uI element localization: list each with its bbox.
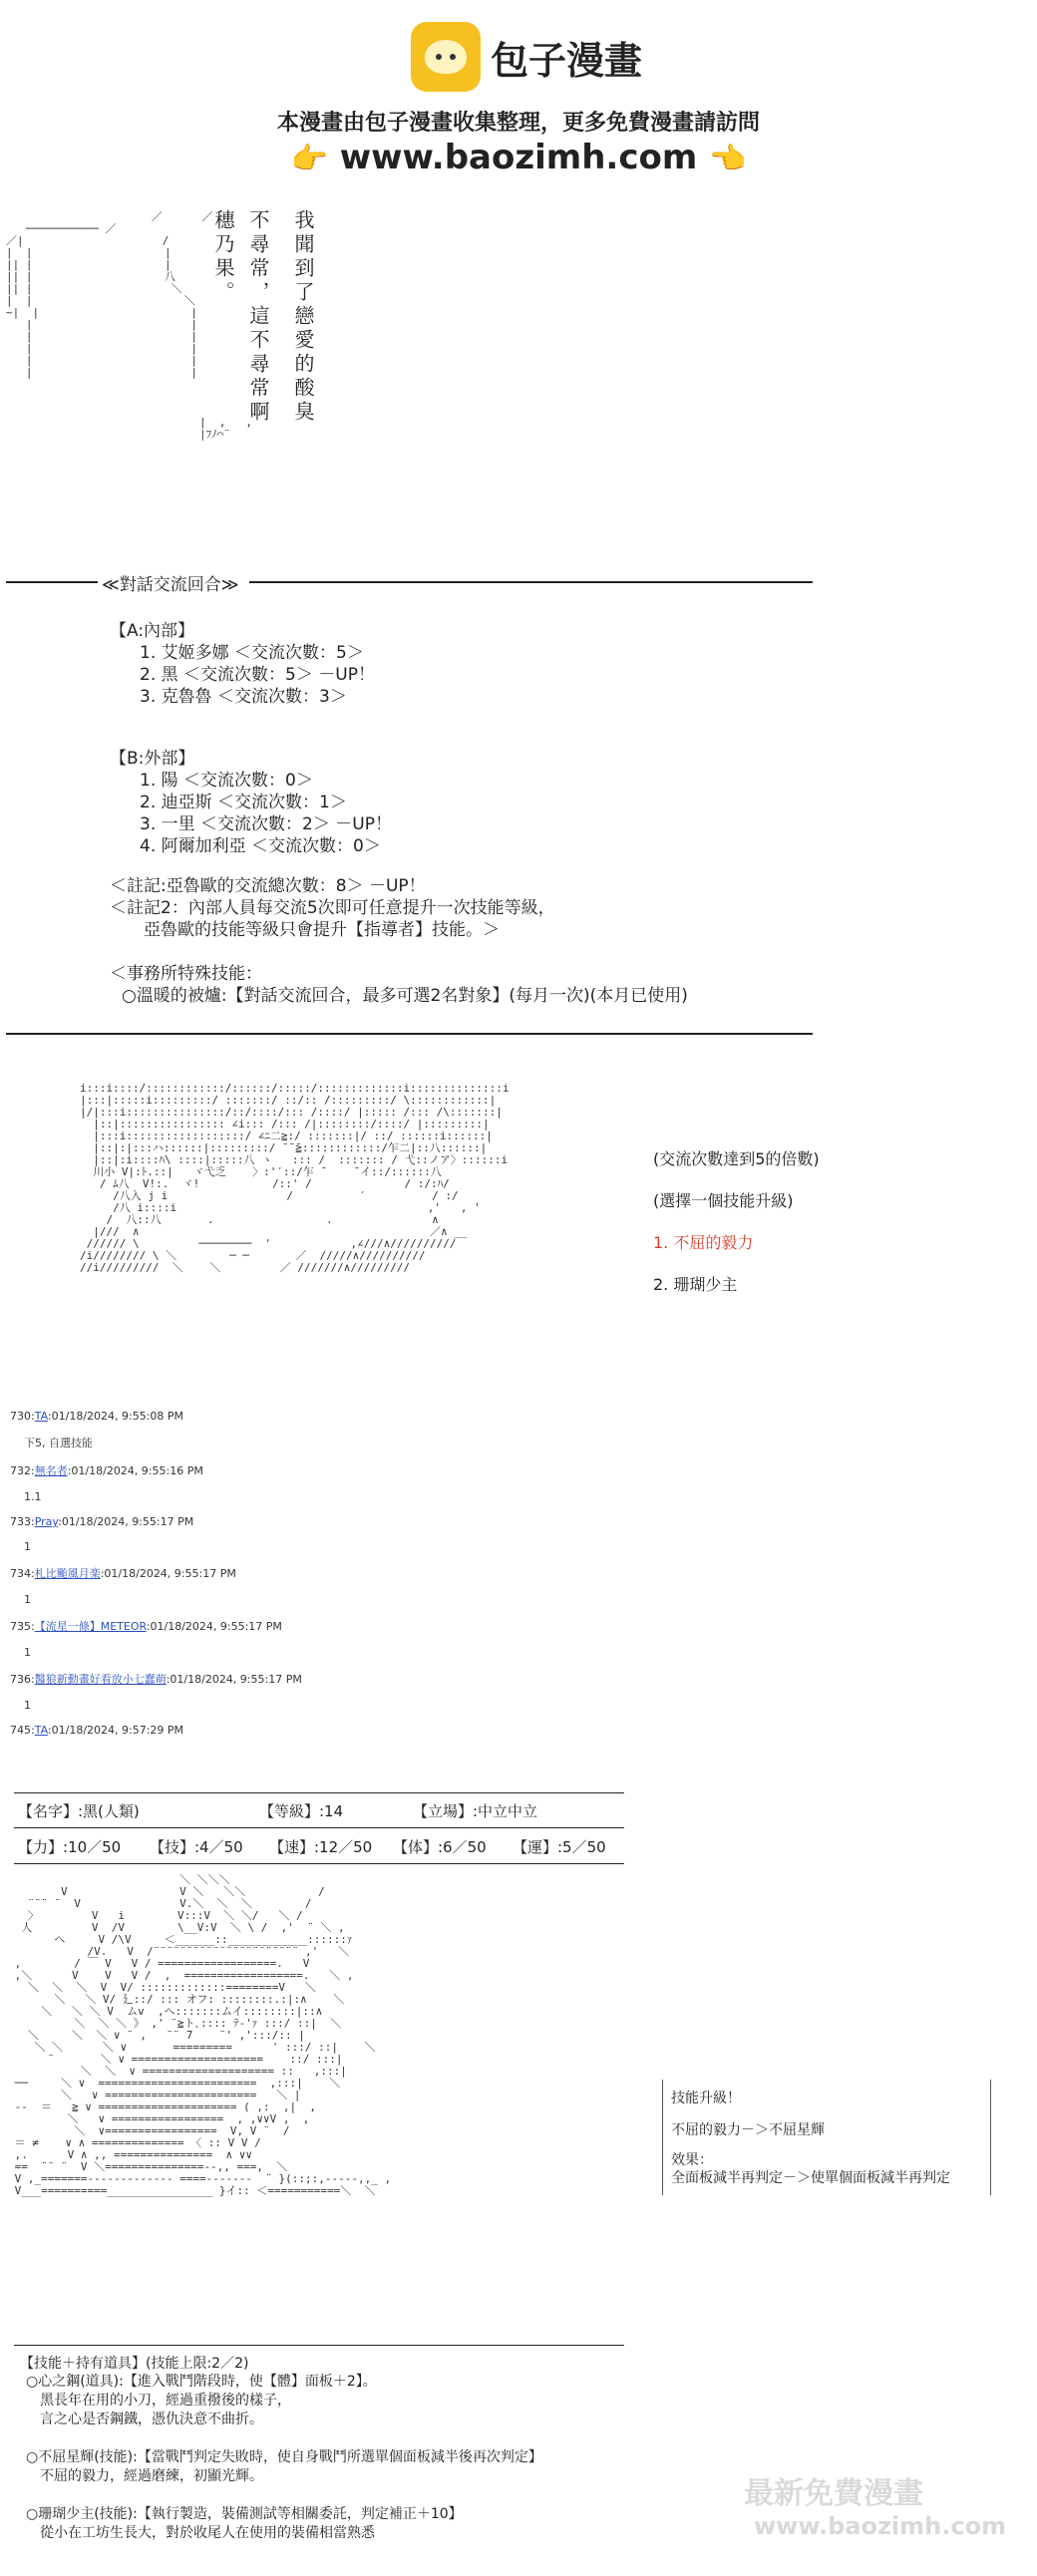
special-heading: ＜事務所特殊技能： <box>110 964 262 984</box>
vertical-line-2: 不尋常，這不尋常啊 <box>246 209 270 425</box>
divider-bottom <box>6 1033 813 1035</box>
url-text[interactable]: www.baozimh.com <box>339 138 698 177</box>
post-body: 下5, 自選技能 <box>24 1437 93 1449</box>
list-item: 1. 艾姬多娜 ＜交流次數：5＞ <box>140 643 364 663</box>
brand-name: 包子漫畫 <box>491 39 643 83</box>
post-header: 735:【流星一條】METEOR:01/18/2024, 9:55:17 PM <box>10 1620 282 1633</box>
list-item: 2. 黑 ＜交流次數：5＞ －UP！ <box>140 665 375 685</box>
site-url[interactable] <box>0 138 1037 177</box>
post-header: 730:TA:01/18/2024, 9:55:08 PM <box>10 1410 184 1423</box>
skill-line: 從小在工坊生長大，對於收尾人在使用的裝備相當熟悉 <box>26 2525 375 2541</box>
skill-line <box>26 2429 542 2448</box>
stat-body: 【体】:6／50 <box>393 1838 487 1856</box>
skill-upgrade-line: 不屈的毅力－＞不屈星輝 <box>671 2122 825 2138</box>
skill-line <box>26 2486 542 2505</box>
choice-condition: (交流次數達到5的倍數) <box>653 1149 820 1168</box>
list-item: 4. 阿爾加利亞 ＜交流次數：0＞ <box>140 836 381 856</box>
section-title: ≪對話交流回合≫ <box>102 575 239 595</box>
post-header: 734:札比颱風月楽:01/18/2024, 9:55:17 PM <box>10 1567 236 1580</box>
skill-line: 言之心是否鋼鐵，憑仇決意不曲折。 <box>26 2412 263 2427</box>
post-body: 1 <box>24 1540 31 1553</box>
ascii-mouth: | , , |ﾌﾉ⌒¨ <box>199 416 252 441</box>
stat-tech: 【技】:4／50 <box>150 1838 243 1856</box>
skill-line: ○心之鋼(道具):【進入戰鬥階段時，使【體】面板＋2】。 <box>26 2374 377 2390</box>
option-1: 1. 不屈的毅力 <box>653 1233 754 1252</box>
divider-right <box>249 581 813 583</box>
ascii-art-character: i:::i::::/::::::::::::/::::::/:::::/:::::::::::::i::::::::::::::i |:::|:::::i:::::::::/ :::::::/ ::/:: /:::::::::/ \::::::::::::| |/|:::i:::::::::::::::/::/::::/::: /::::/ |::::: /::: /\:::::::| |::|:::::::::::::::: ∠i::: /::: /|::::::::/::::/ |:::::::::| |:::i::::::::::::::::::/ ∠ﾆ二≧:/ :::::::|/ ::/ ::::::i::::::| |::|:|:::ハ::::::|:::::::::/ ̄ ̄ ̄≧::::::::::::/乍二|::八::::::| |::|:i::::ﾊ\ ::::|:::::八 ヽ ::: / ::::::: / 弋::ノア〉::::::i 川小 V|:ﾄ.::| ヾ弋乏 〉:'′::/乍 ̄ ̄ イ::/::::::八 / ﾑ八 V!:. ヾ! /::' / / :/:ﾊ/ /八入 j i / ′ / :/ /八 i::::i ,' , ' / 八::八 . . ∧ |/// ∧ ／∧ __ ////// \ ──────── ' ,∠///∧////////// /i//////// \ ＼ ─ ─ ／ /////∧////////// //i///////// ＼ ＼ ／ ///////∧///////// <box>80 1082 510 1274</box>
stat-stance: 【立場】:中立中立 <box>413 1802 538 1820</box>
inner-heading: 【A:內部】 <box>110 621 195 641</box>
status-table <box>14 1792 624 1864</box>
vertical-line-1: 我聞到了戀愛的酸臭 <box>291 209 315 425</box>
poster-link[interactable]: Pray <box>34 1515 59 1528</box>
poster-link[interactable]: TA <box>34 1724 48 1737</box>
pointing-left-icon: 👈 <box>709 142 747 176</box>
skills-divider-top <box>14 2345 624 2346</box>
list-item: 1. 陽 ＜交流次數：0＞ <box>140 771 313 791</box>
skills-list <box>26 2373 542 2543</box>
poster-link[interactable]: 無名者 <box>34 1464 68 1477</box>
watermark-title: 最新免費漫畫 <box>744 2476 923 2511</box>
post-body: 1 <box>24 1646 31 1659</box>
post-list <box>10 1410 302 1737</box>
skills-heading: 【技能＋持有道具】(技能上限:2／2) <box>20 2356 249 2372</box>
poster-link[interactable]: 醫狼新動畫好看放小七蠢萌 <box>34 1673 167 1686</box>
pointing-right-icon: 👉 <box>290 142 328 176</box>
list-item: 3. 一里 ＜交流次數：2＞ －UP！ <box>140 814 392 834</box>
post-header: 732:無名者:01/18/2024, 9:55:16 PM <box>10 1464 203 1477</box>
skill-upgrade-box <box>662 2080 991 2195</box>
poster-link[interactable]: TA <box>34 1410 48 1423</box>
divider-left <box>6 581 98 583</box>
post-header: 745:TA:01/18/2024, 9:57:29 PM <box>10 1724 184 1737</box>
stat-name: 【名字】:黑(人類) <box>18 1802 140 1820</box>
tagline: 本漫畫由包子漫畫收集整理，更多免費漫畫請訪問 <box>276 111 760 136</box>
note: 亞魯歐的技能等級只會提升【指導者】技能。＞ <box>110 920 500 940</box>
post-header: 733:Pray:01/18/2024, 9:55:17 PM <box>10 1515 194 1528</box>
choice-instruction: (選擇一個技能升級) <box>653 1191 794 1210</box>
watermark <box>714 2462 1023 2558</box>
stat-luck: 【運】:5／50 <box>513 1838 606 1856</box>
skill-upgrade-effect-label: 效果： <box>671 2152 713 2168</box>
skill-line: ○不屈星輝(技能):【當戰鬥判定失敗時，使自身戰鬥所選單個面板減半後再次判定】 <box>26 2449 542 2465</box>
outer-heading: 【B:外部】 <box>110 749 195 769</box>
skill-line: ○珊瑚少主(技能):【執行製造，裝備測試等相關委託，判定補正＋10】 <box>26 2506 463 2522</box>
baozi-logo-icon <box>411 22 481 92</box>
skill-line: 不屈的毅力，經過磨練，初顯光輝。 <box>26 2468 263 2484</box>
option-2: 2. 珊瑚少主 <box>653 1275 738 1294</box>
poster-link[interactable]: 【流星一條】METEOR <box>34 1620 147 1633</box>
post-body: 1.1 <box>24 1490 42 1503</box>
stat-level: 【等級】:14 <box>259 1802 344 1820</box>
note: ＜註記:亞魯歐的交流總次數：8＞ －UP！ <box>110 876 426 896</box>
post-header: 736:醫狼新動畫好看放小七蠢萌:01/18/2024, 9:55:17 PM <box>10 1673 302 1686</box>
skill-line: 黑長年在用的小刀，經過重撥後的樣子， <box>26 2393 291 2409</box>
list-item: 3. 克魯魯 ＜交流次數：3＞ <box>140 687 347 707</box>
site-header <box>0 0 1037 189</box>
post-body: 1 <box>24 1593 31 1606</box>
skill-upgrade-title: 技能升級！ <box>671 2091 741 2106</box>
stat-spd: 【速】:12／50 <box>269 1838 373 1856</box>
poster-link[interactable]: 札比颱風月楽 <box>34 1567 101 1580</box>
special-skill: ○溫暖的被爐:【對話交流回合，最多可選2名對象】(每月一次)(本月已使用) <box>122 986 688 1006</box>
note: ＜註記2：內部人員每交流5次即可任意提升一次技能等級， <box>110 898 555 918</box>
post-body: 1 <box>24 1699 31 1712</box>
watermark-url: www.baozimh.com <box>754 2512 1007 2540</box>
vertical-line-3: 穗乃果。 <box>211 209 235 305</box>
list-item: 2. 迪亞斯 ＜交流次數：1＞ <box>140 793 347 812</box>
stat-str: 【力】:10／50 <box>18 1838 122 1856</box>
skill-upgrade-effect: 全面板減半再判定－＞使單個面板減半再判定 <box>671 2170 950 2186</box>
ascii-frame-left: ／ ／ ─────────── ／ ／| / | | | || | | || | 八 || | ＼ | | ＼ ~| | | | | | | | | | | | | <box>6 210 213 379</box>
ascii-art-armored: ＼ ＼＼＼ V V ＼ ＼＼ / ¨¨¨ ¨ V V.＼ ＼ ＼ / 〉 V i V:::V ＼ ＼/ ＼ / 人 V /V \__V:V ＼ \ / ,' ¨ ＼ , へ V /\V ＜______::____________::::::ｧ /V. V /¨¨¨¨¨¨¨¨¨¨¨¨¨¨¨¨¨¨¨¨¨¨ ,' ＼ , / ￣ V V / ==================. V ,＼ V V V / , ==================. ＼ , ＼ ＼ ＼ V V/ :::::::::::::========V ＼ ＼ ＼ V/ 廴::/ ::: オフ: ::::::::.:|:∧ ＼ ＼ ＼ ＼ V ムv ,へ:::::::ムイ::::::::|::∧ ＼ ＼ ＼ 》 ,' ¨≧ト､:::: ﾃ-'ｧ :::/ ::| ＼ ＼ ＼ ＼ ∨ ¨ , ¨¨ 7 ¨' ,':::/:: | ＼ ＼ ＼ ∨ ========= ' :::/ ::| ＼ ¨ ＼ ∨ ==================== ::/ :::| ＼ ＼ ∨ ==================== :: ,:::| ── ＼ ∨ ======================== ,:::| ＼ ＼ ∨ ======================= ＼ | -- ＝ ≧ ∨ ===================== ( ,: ,| , ＼ ∨ ================= , ,∨∨V , , ＼ ∨================= V, V ¨ / ＝ ≠ ∨ ∧ ============== 〈 :: V V / ,. V ∧ ,, =============== ∧ ∨∨ == ¨¨ ¨ V ＼===============--,, ===, ＼ V ,_=======------------- ====------- ¨ }(::;:,-----,,_ , V___==========________________ }イ:: ＜===========＼ ＼ <box>14 1873 392 2197</box>
